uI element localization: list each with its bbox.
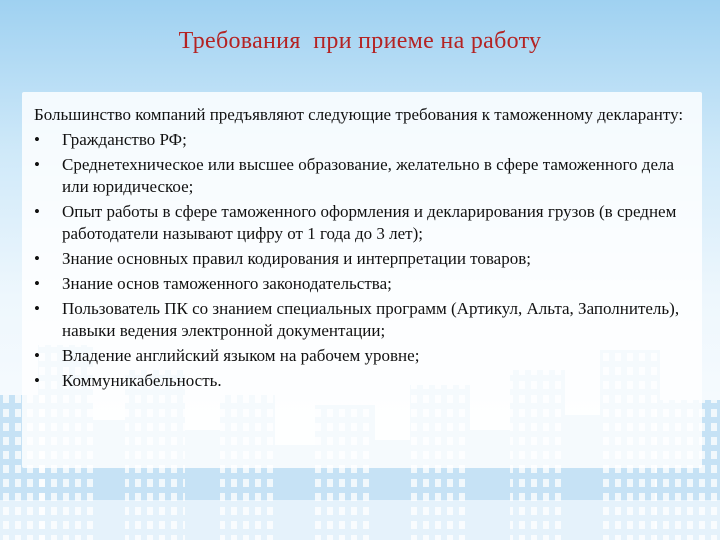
list-item xyxy=(34,129,694,151)
requirement-text: Коммуникабельность. xyxy=(62,371,222,390)
requirement-text: Пользователь ПК со знанием специальных программ (Артикул, Альта, Заполнитель), навыки ведения электронной документации; xyxy=(62,299,680,340)
bullet-icon: • xyxy=(34,346,40,365)
bullet-icon: • xyxy=(34,249,40,268)
list-item xyxy=(34,248,694,270)
bullet-icon: • xyxy=(34,371,40,390)
slide-title: Требования при приеме на работу xyxy=(178,28,542,54)
requirement-text: Гражданство РФ; xyxy=(62,130,187,149)
requirement-text: Среднетехническое или высшее образование, желательно в сфере таможенного дела или юридическое; xyxy=(62,155,675,196)
intro-text: Большинство компаний предъявляют следующие требования к таможенному декларанту: xyxy=(34,105,684,124)
list-item xyxy=(34,370,694,392)
requirement-text: Владение английский языком на рабочем уровне; xyxy=(62,346,420,365)
bullet-icon: • xyxy=(34,130,40,149)
bullet-icon: • xyxy=(34,202,40,221)
bullet-icon: • xyxy=(34,274,40,293)
requirements-list xyxy=(34,129,694,392)
requirement-text: Знание основ таможенного законодательства; xyxy=(62,274,392,293)
bullet-icon: • xyxy=(34,299,40,318)
list-item xyxy=(34,201,694,245)
slide-body xyxy=(34,104,694,395)
requirement-text: Опыт работы в сфере таможенного оформления и декларирования грузов (в среднем работодатели называют цифру от 1 года до 3 лет); xyxy=(62,202,677,243)
requirement-text: Знание основных правил кодирования и интерпретации товаров; xyxy=(62,249,531,268)
list-item xyxy=(34,273,694,295)
list-item xyxy=(34,345,694,367)
bullet-icon: • xyxy=(34,155,40,174)
list-item xyxy=(34,154,694,198)
list-item xyxy=(34,298,694,342)
